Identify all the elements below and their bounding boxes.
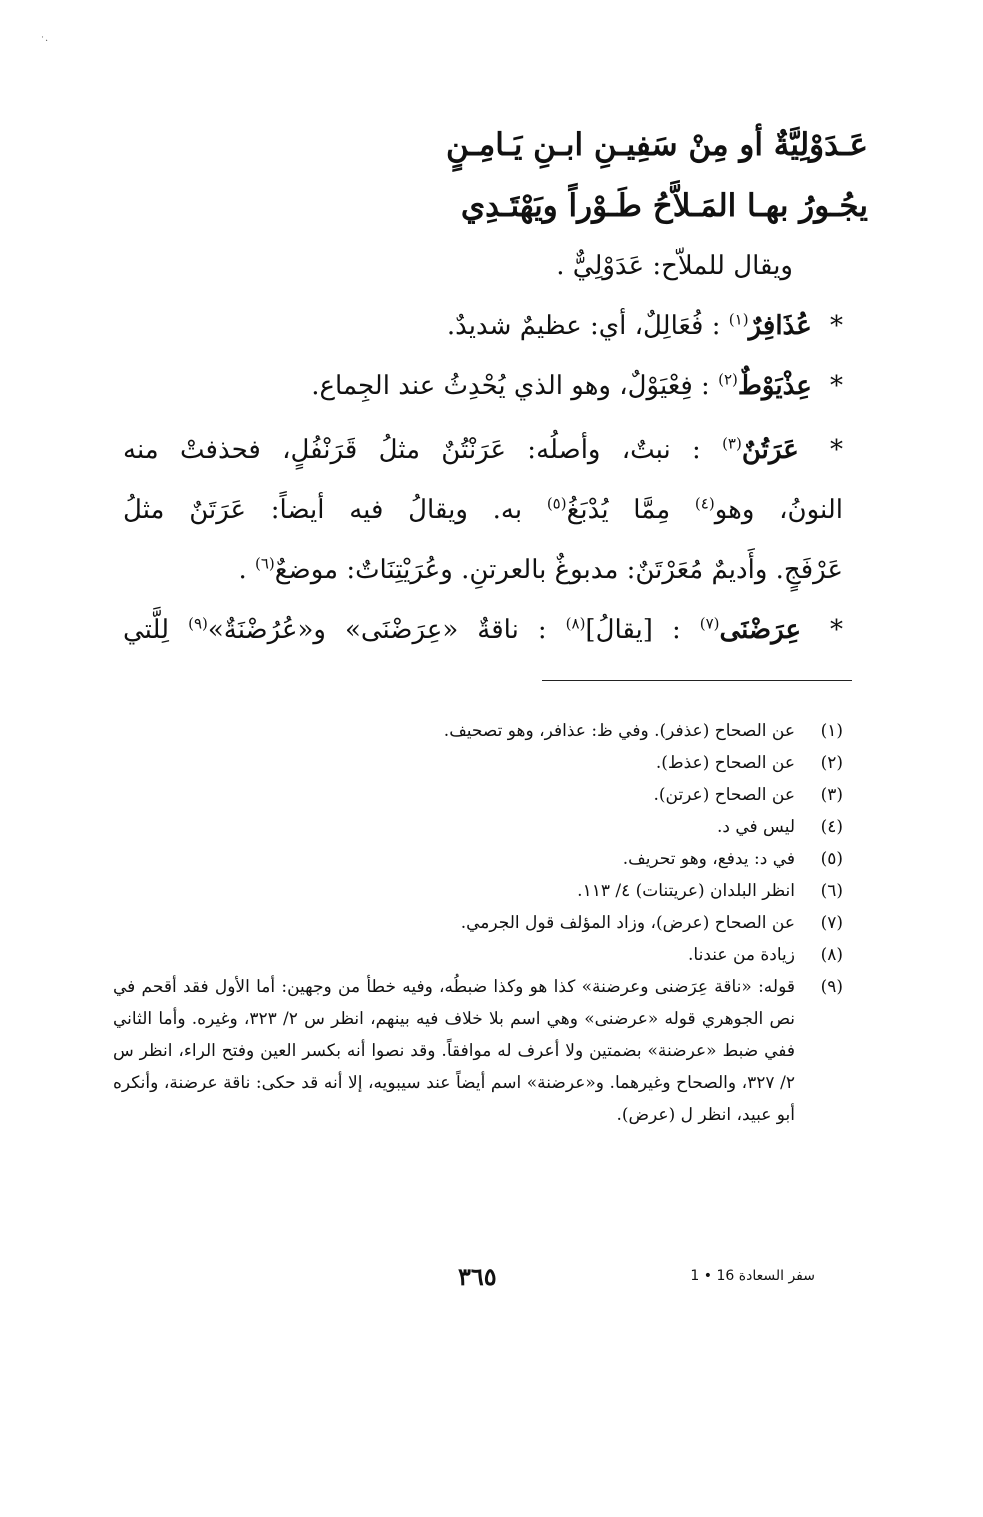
- entry-text: النونُ، وهو: [714, 495, 844, 525]
- footnote-ref[interactable]: (٢): [718, 370, 738, 389]
- entry-text: به. ويقالُ فيه أيضاً: عَرَتَنٌ مثلُ: [123, 495, 523, 525]
- entry-iradna: [123, 612, 843, 648]
- footnote-text: ليس في د.: [716, 817, 795, 837]
- footnote-text: انظر البلدان (عريتنات) ٤/ ١١٣.: [577, 881, 795, 901]
- intro-line: ويقال للملاّح: عَدَوْلِيٌّ .: [556, 251, 793, 281]
- verse-line-1: عَـدَوْلِيَّةٌ أو مِنْ سَفِيـنِ ابـنِ يَـامِـنٍ: [445, 127, 868, 163]
- footnote-item: [113, 875, 843, 907]
- footnote-text: في د: يدفع، وهو تحريف.: [622, 849, 795, 869]
- footnote-text: قوله: «ناقة عِرَضنى وعرضنة» كذا هو وكذا ضبطُه، وفيه خطأ من وجهين: أما الأول فقد أقحم في نص الجوهري قوله «عرضنى» وهي اسم بلا خلاف فيه بينهم، انظر س ٢/ ٣٢٣، وغيره. وأما الثاني ففي ضبط «عرضنة» بضمتين ولا أعرف له موافقاً. وقد نصوا أنه بكسر العين وفتح الراء، انظر س ٢/ ٣٢٧، والصحاح وغيرهما. و«عرضنة» اسم أيضاً عند سيبويه، إلا أنه قد حكى: ناقة عرضنة، وأنكره أبو عبيد، انظر ل (عرض).: [113, 977, 795, 1125]
- entry-idhyawt: [311, 368, 843, 404]
- footnote-item: [113, 715, 843, 747]
- entry-star: *: [830, 615, 843, 645]
- footnotes-section: [113, 715, 843, 1131]
- entry-star: *: [830, 435, 844, 465]
- footnote-number: (٨): [820, 945, 843, 965]
- entry-text: : فُعَالِلٌ، أي: عظيمٌ شديدٌ.: [446, 311, 721, 341]
- entry-aratun-line-2: [123, 492, 843, 528]
- footnote-number: (٦): [820, 881, 843, 901]
- entry-headword: عِرَضْنَى: [719, 615, 801, 645]
- footnote-number: (٢): [820, 753, 843, 773]
- entry-text: عَرْفَجٍ. وأَديمٌ مُعَرْتَنٌ: مدبوغٌ بالعرتنِ. وعُرَيْتِنَاتٌ: موضعٌ: [274, 555, 843, 585]
- footnote-text: زيادة من عندنا.: [688, 945, 795, 965]
- entry-star: *: [830, 311, 843, 341]
- page-number: ٣٦٥: [458, 1262, 497, 1291]
- footnote-number: (٥): [820, 849, 843, 869]
- footnote-number: (٤): [820, 817, 843, 837]
- entry-text: : فِعْيَوْلٌ، وهو الذي يُحْدِثُ عند الجِماع.: [311, 371, 710, 401]
- footnote-ref[interactable]: (٥): [546, 494, 567, 513]
- entry-text: .: [238, 555, 247, 585]
- entry-text: لِلَّتي: [123, 615, 170, 645]
- footnote-item: [113, 843, 843, 875]
- footnote-ref[interactable]: (٧): [699, 614, 720, 633]
- footnote-ref[interactable]: (٤): [694, 494, 715, 513]
- footnote-ref[interactable]: (٨): [565, 614, 586, 633]
- footer-filename: سفر السعادة 16 ‏• 1: [690, 1268, 815, 1284]
- footnote-number: (١): [820, 721, 843, 741]
- footnote-ref[interactable]: (٦): [255, 554, 275, 573]
- footnote-ref[interactable]: (٣): [722, 434, 742, 453]
- scan-artifact: ·˙: [40, 36, 49, 47]
- entry-text: : ناقةٌ «عِرَضْنَى» و«عُرُضْنَةٌ»: [207, 615, 547, 645]
- entry-aratun-line-1: [123, 432, 843, 468]
- footnote-ref[interactable]: (١): [728, 310, 749, 329]
- entry-star: *: [830, 371, 843, 401]
- entry-text: مِمَّا يُدْبَغُ: [566, 495, 671, 525]
- entry-headword: عِذْيَوْطٌ: [737, 371, 812, 401]
- footnote-item: [113, 811, 843, 843]
- footnote-item: [113, 779, 843, 811]
- footnote-number: (٣): [820, 785, 843, 805]
- footnote-number: (٧): [820, 913, 843, 933]
- footnote-text: عن الصحاح (عرتن).: [653, 785, 795, 805]
- footnote-text: عن الصحاح (عرض)، وزاد المؤلف قول الجرمي.: [460, 913, 795, 933]
- footnote-separator: [542, 680, 852, 681]
- footnote-item: [113, 971, 843, 1131]
- entry-headword: عَرَتُنٌ: [741, 435, 799, 465]
- entry-text: : نبتٌ، وأصلُه: عَرَنْتُنٌ مثلُ قَرَنْفُلٍ، فحذفتْ منه: [123, 435, 701, 465]
- page-footer: [0, 1262, 983, 1292]
- footnote-item: [113, 747, 843, 779]
- footnote-text: عن الصحاح (عذفر). وفي ظ: عذافر، وهو تصحيف.: [443, 721, 795, 741]
- entry-headword: عُذَافِرٌ: [748, 311, 812, 341]
- entry-aratun-line-3: [123, 552, 843, 588]
- verse-line-2: يجُـورُ بهـا المَـلاَّحُ طَـوْراً ويَهْتَـدِي: [460, 188, 868, 224]
- footnote-number: (٩): [820, 977, 843, 997]
- footnote-text: عن الصحاح (عذط).: [655, 753, 795, 773]
- footnote-item: [113, 907, 843, 939]
- footnote-ref[interactable]: (٩): [188, 614, 208, 633]
- entry-text: : [يقالُ]: [585, 615, 681, 645]
- footnote-item: [113, 939, 843, 971]
- entry-udhafir: [447, 308, 843, 344]
